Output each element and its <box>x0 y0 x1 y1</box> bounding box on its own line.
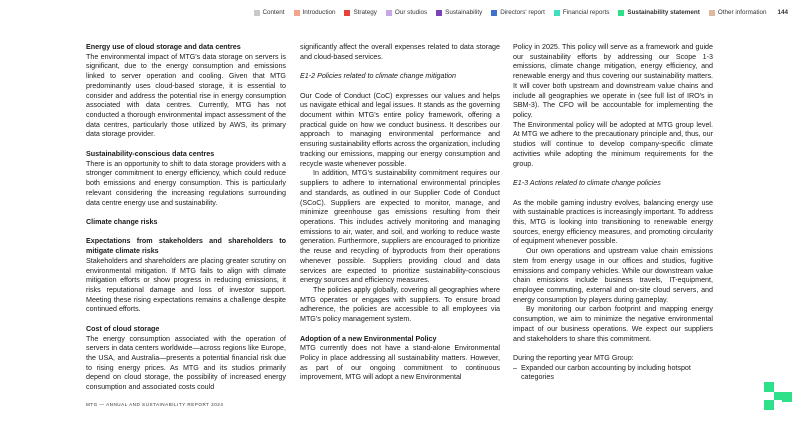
heading-e1-3-actions: E1-3 Actions related to climate change policies <box>513 179 661 188</box>
column-right <box>513 43 713 383</box>
paragraph-conscious-data-centres: There is an opportunity to shift to data storage providers with a stronger commitment to energy efficiency, which could reduce both emissions and energy consumption. This is particularly relevant considering the increasing regulations surrounding data centre energy use and sustainability. <box>86 159 286 207</box>
paragraph-cloud-storage-cost: The energy consumption associated with the operation of servers in data centers worldwide—across regions like Europe, the USA, and Australia—presents a potential financial risk due to rising energy prices. As MTG and its studios primarily depend on cloud storage, the possibility of increased energy consumption and associated costs could <box>86 334 286 392</box>
heading-stakeholder-expectations: Expectations from stakeholders and shareholders to mitigate climate risks <box>86 237 286 256</box>
page-number: 144 <box>777 9 788 16</box>
column-middle <box>300 43 500 383</box>
paragraph-stakeholder-expectations: Stakeholders and shareholders are placing greater scrutiny on environmental mitigation. If MTG fails to align with climate mitigation efforts or show progress in reducing emissions, it risks reputational damage and loss of investor support. Meeting these rising expectations remains a challenge despite continued efforts. <box>86 256 286 314</box>
nav-item-introduction[interactable] <box>294 9 336 16</box>
heading-energy-use: Energy use of cloud storage and data centres <box>86 43 241 51</box>
paragraph-carbon-footprint: By monitoring our carbon footprint and mapping energy consumption, we aim to minimize the negative environmental impact of our business operations. We expect our suppliers and stakeholders to share this commitment. <box>513 305 713 343</box>
heading-conscious-data-centres: Sustainability-conscious data centres <box>86 149 215 158</box>
footer-report-title: MTG — ANNUAL AND SUSTAINABILITY REPORT 2024 <box>86 402 224 407</box>
nav-item-content[interactable] <box>254 9 285 16</box>
nav-item-financial-reports[interactable] <box>554 9 610 16</box>
paragraph-code-of-conduct: Our Code of Conduct (CoC) expresses our values and helps us navigate ethical and legal issues. It stands as the governing document within MTG's entire policy framework, offering a practical guide on how we conduct business. It describes our approach to managing environmental performance and ensuring sustainability efforts across the organization, including tracking our emissions, mapping our energy consumption and recycle waste whenever possible. <box>300 91 500 168</box>
mtg-logo-icon <box>764 382 792 410</box>
nav-label: Financial reports <box>562 9 610 16</box>
nav-item-our-studios[interactable] <box>386 9 427 16</box>
heading-cloud-storage-cost: Cost of cloud storage <box>86 324 160 333</box>
list-item <box>513 364 713 383</box>
nav-label: Introduction <box>302 9 336 16</box>
heading-new-environmental-policy: Adoption of a new Environmental Policy <box>300 334 437 343</box>
nav-label: Directors' report <box>500 9 545 16</box>
heading-e1-2-policies: E1-2 Policies related to climate change mitigation <box>300 72 456 81</box>
swatch-content <box>254 10 260 16</box>
nav-label: Strategy <box>353 9 377 16</box>
swatch-other-information <box>709 10 715 16</box>
nav-item-sustainability-statement[interactable] <box>618 9 699 16</box>
nav-item-strategy[interactable] <box>344 9 376 16</box>
paragraph-policy-continued: Policy in 2025. This policy will serve as a framework and guide our sustainability efforts by addressing our Scope 1-3 emissions, climate change mitigation, energy efficiency, and renewable energy and thus covering our sustainability matters. It will cover both upstream and downstream value chains and include all geographies we operate in (see full list of IRO's in SBM-3). The CFO will be accountable for implementing the policy. <box>513 43 713 120</box>
swatch-directors-report <box>491 10 497 16</box>
paragraph-group-adoption: The Environmental policy will be adopted at MTG group level. At MTG we adhere to the precautionary principle and, thus, our studios will continue to develop company-specific climate activities while adopting the minimum requirements for the group. <box>513 120 713 168</box>
swatch-strategy <box>344 10 350 16</box>
nav-label: Sustainability statement <box>627 9 700 16</box>
nav-label: Other information <box>717 9 767 16</box>
nav-label: Our studios <box>394 9 428 16</box>
paragraph-reporting-year: During the reporting year MTG Group: <box>513 354 634 362</box>
swatch-financial-reports <box>554 10 560 16</box>
paragraph-mobile-gaming: As the mobile gaming industry evolves, balancing energy use with sustainable practices is increasingly important. To address this, MTG is looking into transitioning to renewable energy sources, energy efficiency measures, and promoting circularity of equipment whenever possible. <box>513 198 713 246</box>
nav-label: Sustainability <box>445 9 483 16</box>
heading-climate-change-risks: Climate change risks <box>86 217 158 226</box>
nav-item-directors-report[interactable] <box>491 9 545 16</box>
nav-item-sustainability[interactable] <box>436 9 482 16</box>
paragraph-supplier-code: In addition, MTG's sustainability commitment requires our suppliers to adhere to international environmental principles and standards, as outlined in our Supplier Code of Conduct (SCoC). Suppliers are expected to monitor, manage, and minimize greenhouse gas emissions resulting from their operations. This includes actively monitoring and managing emissions to air, water, and soil, and working to reduce waste generation. Furthermore, suppliers are encouraged to prioritize the reuse and recycling of byproducts from their operations whenever possible. Suppliers providing cloud and data services are expected to prioritize sustainability-conscious energy sources and efficiency measures. <box>300 169 500 285</box>
swatch-sustainability <box>436 10 442 16</box>
paragraph-energy-use: The environmental impact of MTG's data storage on servers is significant, due to the energy consumption and emissions linked to server operation and cooling. Given that MTG predominantly uses cloud-based storage, it is essential to consider and address the potential rise in energy consumption associated with data centres. Currently, MTG has not conducted a thorough environmental impact assessment of the data centres, particularly those utilized by AWS, its primary data storage provider. <box>86 52 286 139</box>
paragraph-own-operations: Our own operations and upstream value chain emissions stem from energy usage in our offices and studios, fugitive emissions and company vehicles. While our downstream value chain emissions include business travels, IT-equipment, employee commuting, external and on-site cloud servers, and energy consumption by players during gameplay. <box>513 247 713 304</box>
paragraph-policy-scope: The policies apply globally, covering all geographies where MTG operates or engages with suppliers. To ensure broad adherence, the policies are accessible to all employees via MTG's policy management system. <box>300 285 500 324</box>
list-dash: – <box>513 363 517 372</box>
swatch-sustainability-statement <box>618 10 624 16</box>
nav-label: Content <box>262 9 285 16</box>
swatch-our-studios <box>386 10 392 16</box>
column-left <box>86 43 286 393</box>
paragraph-new-environmental-policy: MTG currently does not have a stand-alone Environmental Policy in place addressing all sustainability matters. However, as part of our ongoing commitment to continuous improvement, MTG will adopt a new Environmental <box>300 344 500 382</box>
section-nav <box>254 9 789 16</box>
swatch-introduction <box>294 10 300 16</box>
paragraph-continued: significantly affect the overall expenses related to data storage and cloud-based services. <box>300 43 500 61</box>
list-item-text: Expanded our carbon accounting by including hotspot categories <box>520 363 691 382</box>
nav-item-other-information[interactable] <box>709 9 767 16</box>
